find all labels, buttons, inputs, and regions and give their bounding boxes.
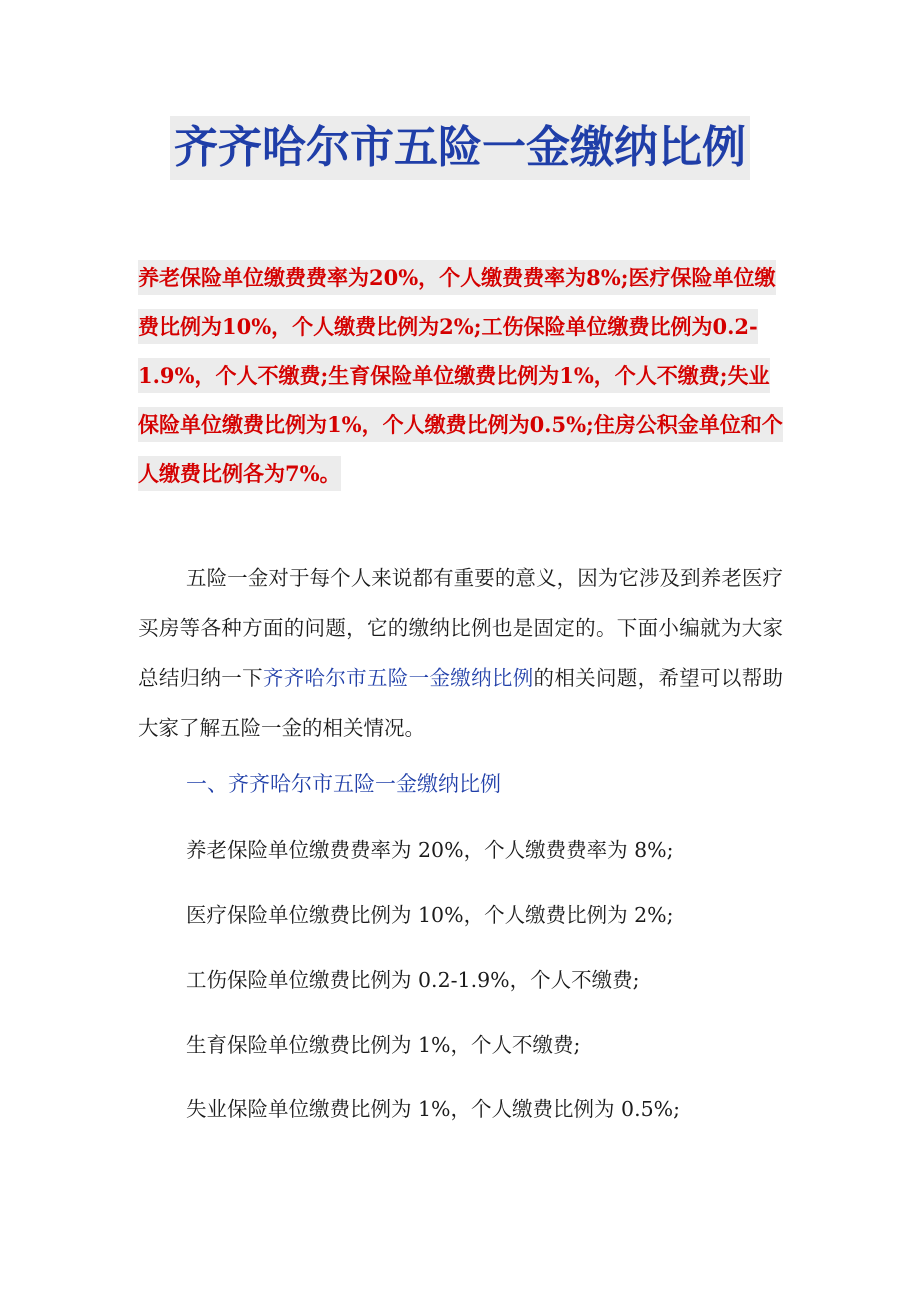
summary-text: 养老保险单位缴费费率为20%，个人缴费费率为8%;医疗保险单位缴费比例为10%，个人缴费比例为2%;工伤保险单位缴费比例为0.2-1.9%，个人不缴费;生育保险单位缴费比例为1%，个人不缴费;失业保险单位缴费比例为1%，个人缴费比例为0.5%;住房公积金单位和个人缴费比例各为7%。: [138, 260, 783, 491]
section-heading: 一、齐齐哈尔市五险一金缴纳比例: [186, 772, 501, 796]
rate-line-pension: 养老保险单位缴费费率为 20%，个人缴费费率为 8%;: [186, 838, 674, 862]
rate-line-maternity: 生育保险单位缴费比例为 1%，个人不缴费;: [186, 1033, 581, 1057]
title-container: [0, 116, 920, 180]
intro-topic-link[interactable]: 齐齐哈尔市五险一金缴纳比例: [262, 666, 534, 690]
intro-text-end: 的相关问题，希望可以帮助大家了解五险一金的相关情况。: [138, 666, 784, 740]
rate-line-injury: 工伤保险单位缴费比例为 0.2-1.9%，个人不缴费;: [186, 968, 640, 992]
page-title: 齐齐哈尔市五险一金缴纳比例: [170, 116, 750, 180]
rate-line-unemployment: 失业保险单位缴费比例为 1%，个人缴费比例为 0.5%;: [186, 1097, 681, 1121]
intro-paragraph: [138, 553, 783, 753]
summary-block: [138, 253, 783, 498]
rate-line-medical: 医疗保险单位缴费比例为 10%，个人缴费比例为 2%;: [186, 903, 674, 927]
intro-text-start: 五险一金对于每个人来说都有重要的意义，因为它涉及到养老医疗买房等各种方面的问题，它的缴纳比例也是固定的。下面小编就为大家总结归纳一下: [138, 566, 783, 690]
